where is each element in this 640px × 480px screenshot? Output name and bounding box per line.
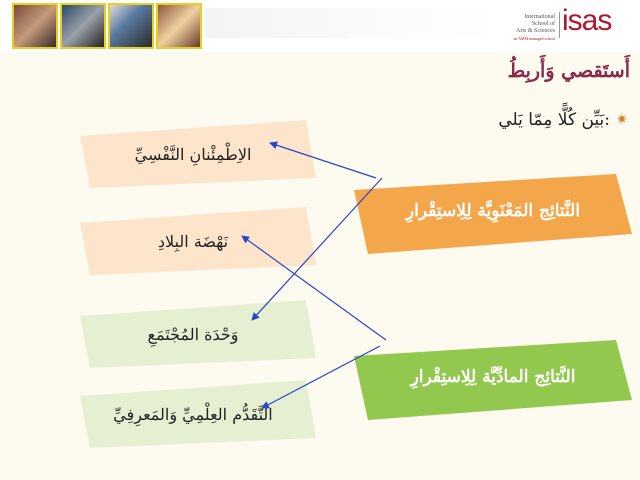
item-label: الاِطْمِئْنانِ النَّفْسِيِّ <box>134 144 252 164</box>
arrow-material-to-progress <box>262 346 380 408</box>
instruction-text: بَيِّن كُلًّا مِمّا يَلي: <box>498 110 610 130</box>
school-name-line: International <box>524 14 555 20</box>
category-label: النَّتائِج المادِّيَّة لِلِاستِقْرارِ <box>410 367 576 387</box>
school-name-line: Arts & Sciences <box>516 28 555 34</box>
arrow-moral-to-reassurance <box>270 143 376 178</box>
item-label: وَحْدَة المُجْتَمَعِ <box>147 324 239 344</box>
school-name-line: School of <box>531 21 555 27</box>
section-title: أَستَقصي وَأَربِطُ <box>507 60 630 82</box>
star-burst-icon: ✷ <box>616 112 628 128</box>
arrow-moral-to-unity <box>252 178 382 320</box>
school-logo: isas <box>562 4 612 37</box>
item-label: نَهْضَة البِلادِ <box>157 231 229 251</box>
school-tagline: an AMSI managed school <box>513 36 555 41</box>
item-label: التَّقَدُّم العِلْمِيِّ وَالمَعرِفِيِّ <box>113 404 273 424</box>
category-label: النَّتائِج المَعْنَوِيَّة لِلِاستِقْرارِ <box>405 201 581 221</box>
